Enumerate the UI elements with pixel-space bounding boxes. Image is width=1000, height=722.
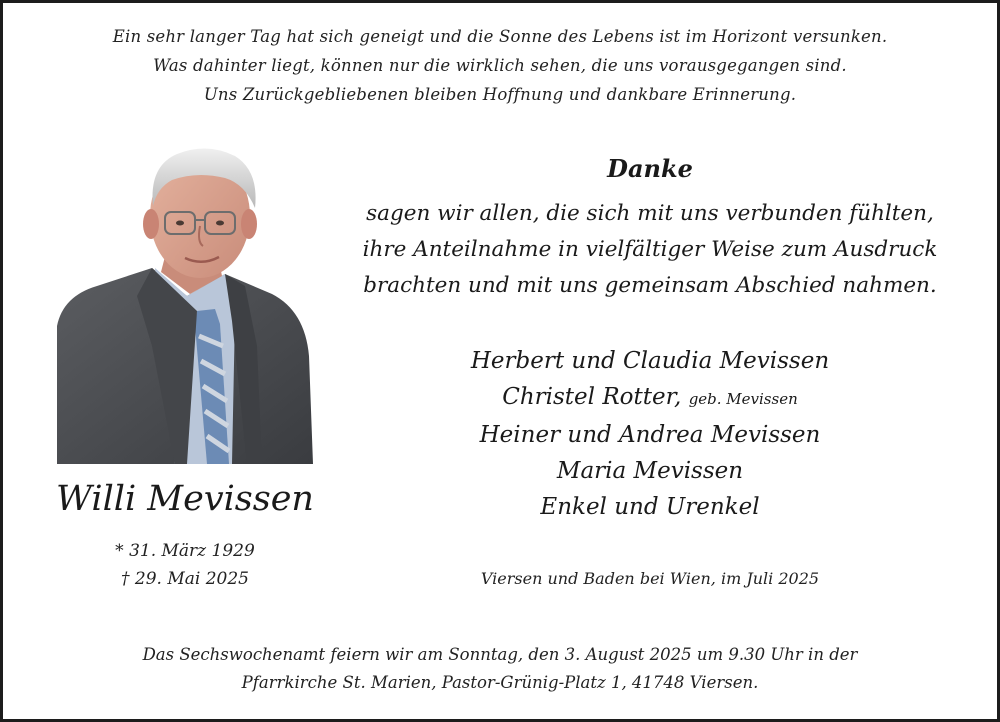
verse-line: Ein sehr langer Tag hat sich geneigt und die Sonne des Lebens ist im Horizont versunken. (112, 27, 888, 46)
place-and-date: Viersen und Baden bei Wien, im Juli 2025 (480, 569, 820, 588)
thanks-line: sagen wir allen, die sich mit uns verbunden fühlten, (366, 201, 934, 226)
birth-date: * 31. März 1929 (115, 541, 255, 561)
verse-line: Uns Zurückgebliebenen bleiben Hoffnung und dankbare Erinnerung. (203, 85, 797, 104)
mourner: Enkel und Urenkel (540, 494, 760, 520)
service-notice (0, 641, 1000, 697)
mourner: Maria Mevissen (556, 458, 744, 484)
verse-line: Was dahinter liegt, können nur die wirklich sehen, die uns vorausgegangen sind. (153, 56, 847, 75)
thanks-text (340, 196, 960, 304)
birth-name-note: geb. Mevissen (688, 390, 798, 408)
mourner: Herbert und Claudia Mevissen (470, 348, 830, 374)
thanks-title: Danke (607, 154, 693, 183)
mourner-name: Christel Rotter, (502, 384, 682, 410)
mourners-list (400, 343, 900, 525)
portrait-photo (57, 146, 313, 464)
mourner: Heiner und Andrea Mevissen (479, 422, 821, 448)
service-line: Das Sechswochenamt feiern wir am Sonntag, den 3. August 2025 um 9.30 Uhr in der (142, 645, 858, 664)
mourner (400, 379, 900, 417)
thanks-line: ihre Anteilnahme in vielfältiger Weise zum Ausdruck (362, 237, 938, 262)
life-dates (22, 537, 348, 593)
deceased-name: Willi Mevissen (56, 479, 314, 519)
thanks-line: brachten und mit uns gemeinsam Abschied nahmen. (363, 273, 937, 298)
service-line: Pfarrkirche St. Marien, Pastor-Grünig-Platz 1, 41748 Viersen. (241, 673, 759, 692)
opening-verse (0, 22, 1000, 109)
death-date: † 29. Mai 2025 (121, 569, 249, 589)
